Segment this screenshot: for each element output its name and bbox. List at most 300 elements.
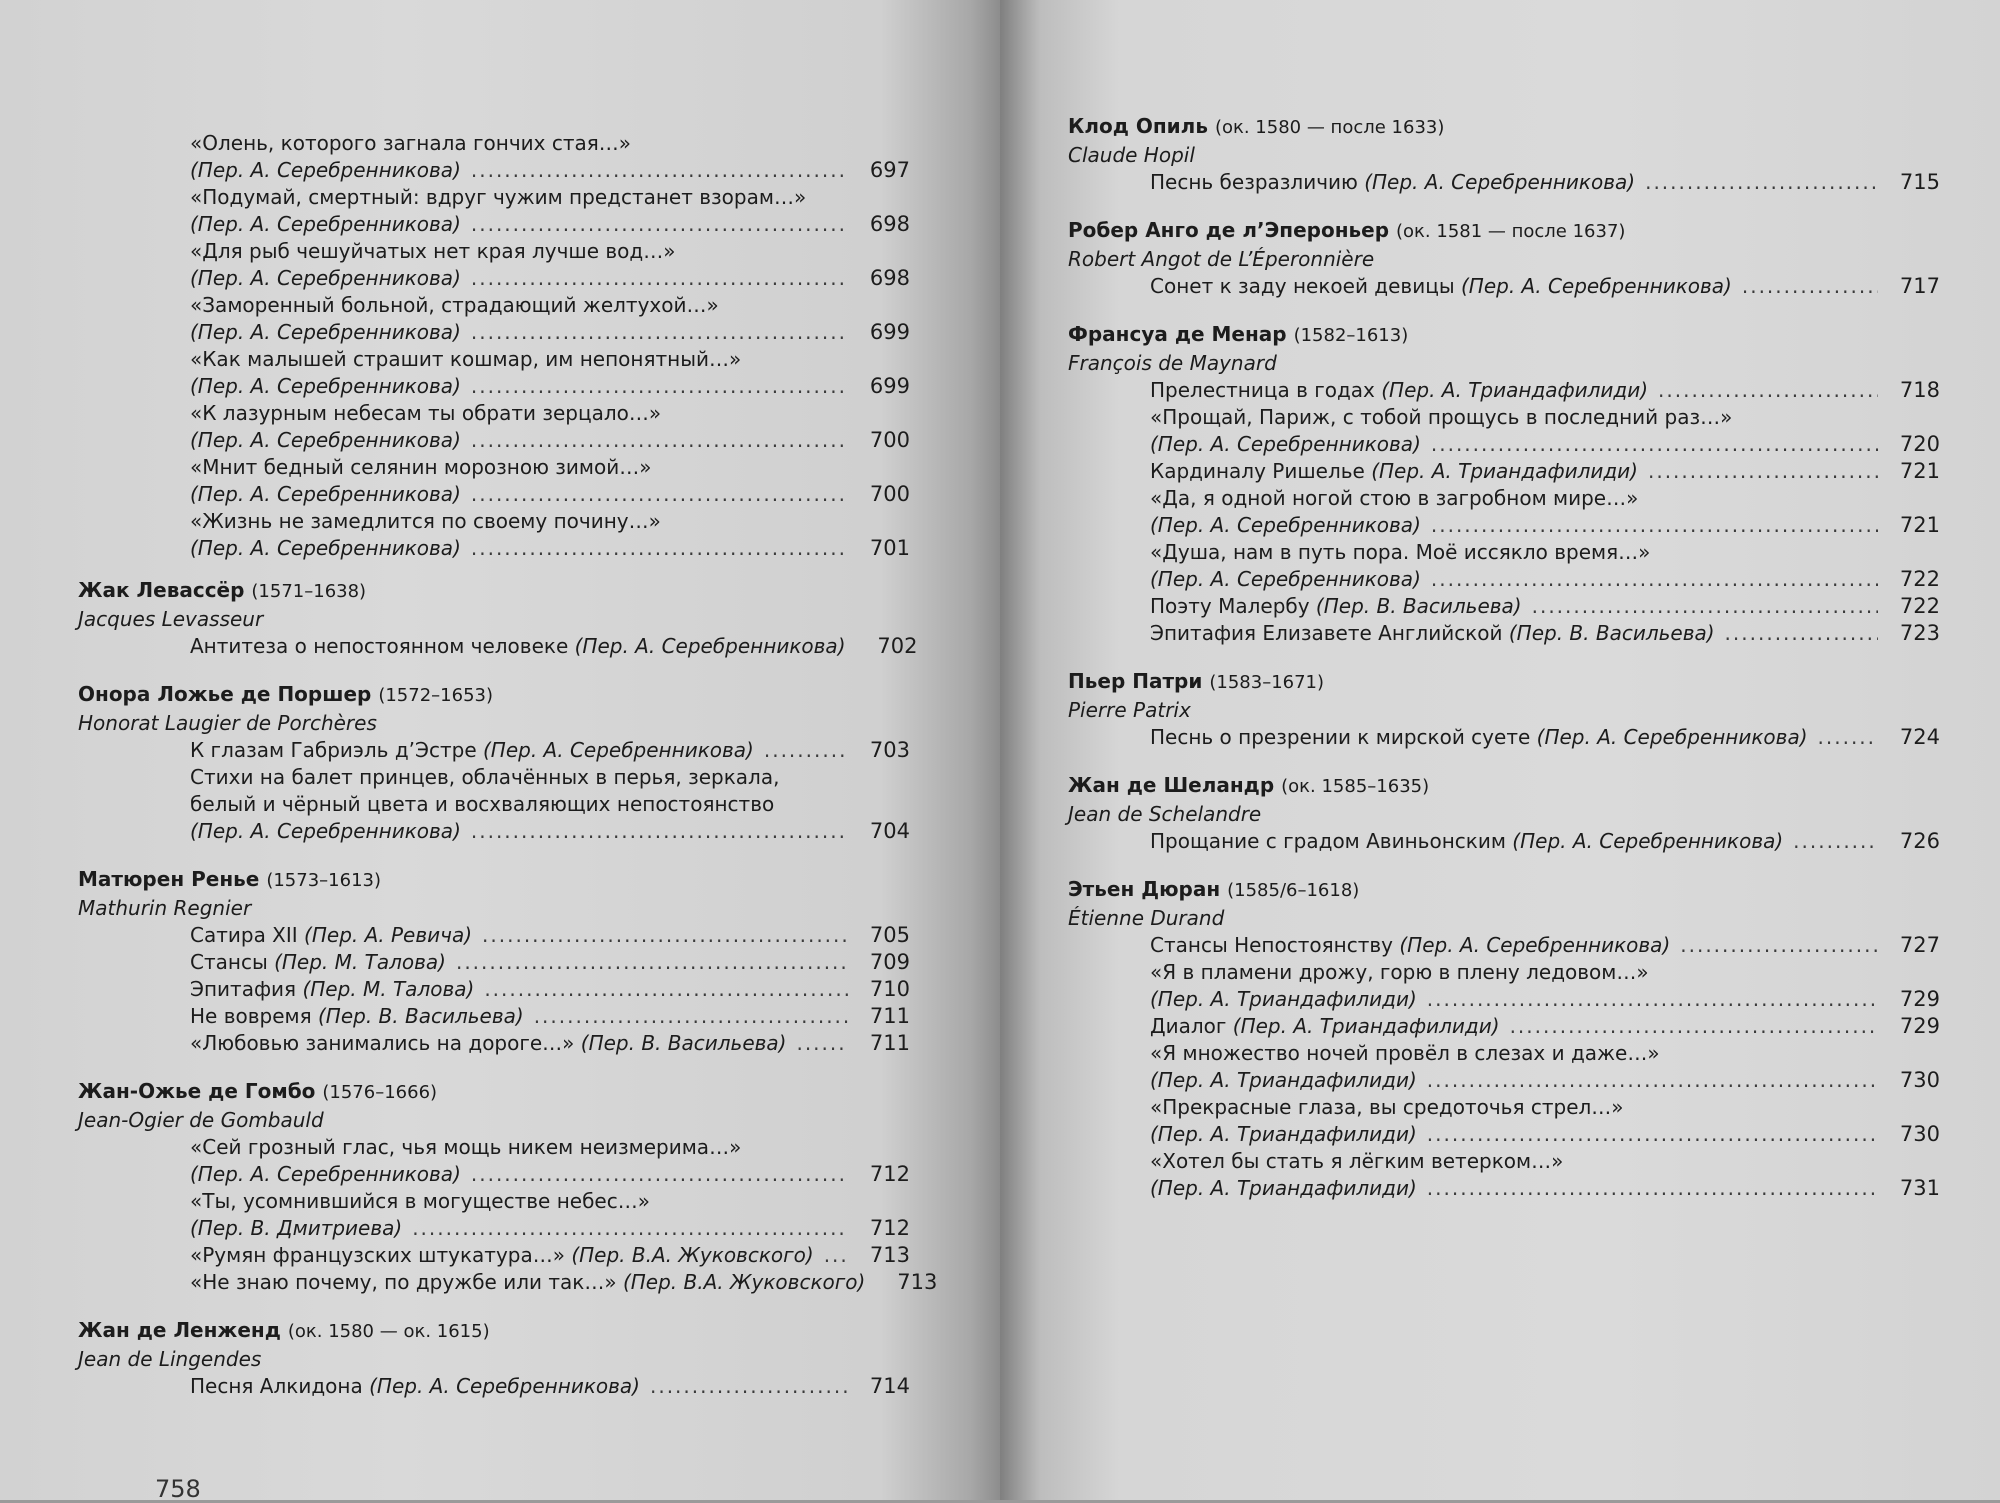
leader-dots [1648, 458, 1878, 485]
entry-line [1150, 828, 1940, 855]
entry-translator: (Пер. М. Талова) [302, 977, 475, 1001]
entry-line [190, 737, 910, 764]
author-dates: (1576–1666) [322, 1082, 438, 1103]
entry-page: 724 [1899, 725, 1940, 749]
entry-line [190, 211, 910, 238]
entry-line [190, 427, 910, 454]
entry-translator: (Пер. А. Серебренникова) [1536, 725, 1808, 749]
entry-line [1150, 1121, 1940, 1148]
toc-entry [1150, 932, 1940, 959]
entry-translator: (Пер. А. Серебренникова) [190, 819, 461, 843]
toc-entry [190, 737, 910, 764]
entry-line [1150, 169, 1940, 196]
author-section [1068, 771, 1940, 855]
leader-dots [456, 949, 848, 976]
lead-entries [78, 130, 910, 562]
author-name [78, 865, 910, 895]
entry-text [190, 535, 461, 562]
entry-line [190, 1030, 910, 1057]
toc-entry [1150, 1094, 1940, 1148]
toc-entry [190, 292, 910, 346]
entry-text [190, 427, 461, 454]
entry-text [190, 1269, 865, 1296]
entry-translator: (Пер. В. Васильева) [1315, 594, 1522, 618]
leader-dots [1680, 932, 1878, 959]
toc-entry [190, 976, 910, 1003]
entry-title: «Любовью занимались на дороге…» [190, 1031, 581, 1055]
entry-page: 712 [869, 1162, 910, 1186]
entry-translator: (Пер. В. Васильева) [1508, 621, 1715, 645]
entry-title: «Румян французских штукатура…» [190, 1243, 572, 1267]
leader-dots [796, 1030, 848, 1057]
toc-entry [190, 1030, 910, 1057]
leader-dots [482, 922, 848, 949]
entry-text [190, 319, 461, 346]
entry-title: Эпитафия [190, 977, 303, 1001]
entry-text [190, 1030, 786, 1057]
toc-entry [190, 633, 918, 660]
author-name-text: Матюрен Ренье [78, 867, 260, 891]
entry-page: 705 [869, 923, 910, 947]
entry-page: 717 [1899, 274, 1940, 298]
entry-title: Эпитафия Елизавете Английской [1150, 621, 1509, 645]
entry-page: 722 [1899, 567, 1940, 591]
entry-text [1150, 377, 1648, 404]
leader-dots [1431, 512, 1878, 539]
entry-translator: (Пер. А. Триандафилиди) [1150, 1122, 1417, 1146]
leader-dots [824, 1242, 848, 1269]
entry-line [190, 481, 910, 508]
leader-dots [1725, 620, 1878, 647]
toc-entry [1150, 1148, 1940, 1202]
entry-line [190, 976, 910, 1003]
leader-dots [412, 1215, 848, 1242]
entry-title: Сонет к заду некоей девицы [1150, 274, 1461, 298]
toc-entry [1150, 273, 1940, 300]
entry-text [190, 1242, 814, 1269]
entry-text [190, 737, 754, 764]
author-name-text: Жан-Ожье де Гомбо [78, 1079, 316, 1103]
entry-line [190, 319, 910, 346]
leader-dots [1427, 986, 1878, 1013]
author-dates: (ок. 1580 — после 1633) [1214, 117, 1445, 138]
entry-text [190, 818, 461, 845]
toc-entry [190, 1242, 910, 1269]
leader-dots [1742, 273, 1878, 300]
entry-title: Не вовремя [190, 1004, 318, 1028]
author-dates: (1583–1671) [1209, 672, 1325, 693]
toc-entry [190, 922, 910, 949]
toc-entry [190, 1269, 938, 1296]
author-name [1068, 112, 1940, 142]
entry-translator: (Пер. А. Триандафилиди) [1150, 987, 1417, 1011]
entry-title: Стансы Непостоянству [1150, 933, 1400, 957]
toc-entry [1150, 485, 1940, 539]
entry-text [1150, 828, 1783, 855]
leader-dots [471, 265, 848, 292]
entry-line [190, 1242, 910, 1269]
author-dates: (ок. 1580 — ок. 1615) [287, 1321, 490, 1342]
author-name-text: Жан де Шеландр [1068, 773, 1275, 797]
right-sections [1068, 112, 1940, 1202]
leader-dots [1510, 1013, 1878, 1040]
toc-entry [190, 238, 910, 292]
author-latin-name: Mathurin Regnier [78, 896, 252, 920]
toc-entry [1150, 724, 1940, 751]
leader-dots [471, 535, 848, 562]
leader-dots [1427, 1121, 1878, 1148]
author-section [1068, 320, 1940, 647]
entry-text [190, 949, 446, 976]
entry-line [190, 1373, 910, 1400]
toc-entry [190, 1373, 910, 1400]
entry-translator: (Пер. В. Дмитриева) [190, 1216, 403, 1240]
entry-line [1150, 431, 1940, 458]
entry-page: 712 [869, 1216, 910, 1240]
entry-page: 698 [869, 266, 910, 290]
author-dates: (1582–1613) [1293, 325, 1409, 346]
leader-dots [1793, 828, 1878, 855]
entry-page: 723 [1899, 621, 1940, 645]
toc-entry [1150, 169, 1940, 196]
entry-line [1150, 273, 1940, 300]
author-name [1068, 216, 1940, 246]
entry-page: 703 [869, 738, 910, 762]
leader-dots [1818, 724, 1878, 751]
entry-line [1150, 458, 1940, 485]
entry-title: Поэту Малербу [1150, 594, 1316, 618]
entry-translator: (Пер. В. Васильева) [318, 1004, 524, 1028]
entry-page: 711 [869, 1031, 910, 1055]
author-latin-name: Jean de Schelandre [1068, 802, 1262, 826]
author-name [1068, 875, 1940, 905]
entry-text [190, 1003, 524, 1030]
author-section [78, 865, 910, 1057]
entry-text [1150, 1121, 1417, 1148]
toc-entry [190, 454, 910, 508]
leader-dots [1427, 1067, 1878, 1094]
entry-title: Антитеза о непостоянном человеке [190, 634, 575, 658]
entry-translator: (Пер. А. Серебренникова) [190, 212, 461, 236]
entry-title: Кардиналу Ришелье [1150, 459, 1372, 483]
entry-translator: (Пер. В. Васильева) [580, 1031, 787, 1055]
entry-line [1150, 566, 1940, 593]
entry-translator: (Пер. А. Серебренникова) [1399, 933, 1671, 957]
entry-page: 701 [869, 536, 910, 560]
entry-text [1150, 620, 1715, 647]
author-dates: (1572–1653) [378, 685, 493, 706]
entry-line [1150, 724, 1940, 751]
entry-page: 704 [869, 819, 910, 843]
entry-translator: (Пер. А. Серебренникова) [190, 428, 461, 452]
entry-page: 713 [897, 1270, 938, 1294]
entry-line [1150, 1175, 1940, 1202]
entry-title: Стансы [190, 950, 275, 974]
entry-text [1150, 512, 1421, 539]
entry-text [1150, 593, 1522, 620]
author-section [78, 680, 910, 845]
entry-title: «Я в пламени дрожу, горю в плену ледовом…» [1150, 960, 1649, 984]
entry-text [190, 922, 472, 949]
entry-page: 729 [1899, 987, 1940, 1011]
author-section [78, 1316, 910, 1400]
entry-page: 699 [869, 320, 910, 344]
author-latin-name: Jacques Levasseur [78, 607, 264, 631]
author-section [78, 1077, 938, 1296]
entry-text [1150, 932, 1670, 959]
toc-entry [190, 508, 910, 562]
author-latin-name: François de Maynard [1068, 351, 1277, 375]
entry-text [1150, 1013, 1500, 1040]
entry-title: «Мнит бедный селянин морозною зимой…» [190, 455, 652, 479]
entry-text [190, 1373, 640, 1400]
entry-text [190, 1161, 461, 1188]
entry-title: Сатира XII [190, 923, 305, 947]
entry-line [190, 157, 910, 184]
author-latin-name: Pierre Patrix [1068, 698, 1191, 722]
entry-text [190, 481, 461, 508]
toc-entry [1150, 404, 1940, 458]
entry-title: Песнь о презрении к мирской суете [1150, 725, 1537, 749]
author-name-text: Этьен Дюран [1068, 877, 1221, 901]
entry-title: Песня Алкидона [190, 1374, 370, 1398]
entry-text [190, 157, 461, 184]
leader-dots [471, 1161, 848, 1188]
entry-text [1150, 1067, 1417, 1094]
entry-page: 731 [1899, 1176, 1940, 1200]
leader-dots [1431, 566, 1878, 593]
entry-text [1150, 431, 1421, 458]
entry-title: «Хотел бы стать я лёгким ветерком…» [1150, 1149, 1564, 1173]
author-latin-name: Jean-Ogier de Gombauld [78, 1108, 324, 1132]
leader-dots [484, 976, 848, 1003]
author-dates: (ок. 1585–1635) [1281, 776, 1430, 797]
toc-entry [1150, 593, 1940, 620]
entry-line [190, 535, 910, 562]
entry-page: 721 [1899, 459, 1940, 483]
leader-dots [471, 211, 848, 238]
entry-line [190, 1215, 910, 1242]
author-name [78, 576, 910, 606]
author-section [1068, 112, 1940, 196]
entry-page: 726 [1899, 829, 1940, 853]
entry-translator: (Пер. А. Триандафилиди) [1150, 1176, 1417, 1200]
entry-line [1150, 986, 1940, 1013]
entry-page: 727 [1899, 933, 1940, 957]
leader-dots [471, 319, 848, 346]
entry-title: «Подумай, смертный: вдруг чужим предстанет взорам…» [190, 185, 807, 209]
entry-line [190, 1003, 910, 1030]
entry-text [1150, 724, 1808, 751]
entry-translator: (Пер. А. Серебренникова) [190, 374, 461, 398]
author-dates: (1571–1638) [251, 581, 367, 602]
author-section [1068, 216, 1940, 300]
entry-translator: (Пер. А. Серебренникова) [1150, 432, 1421, 456]
entry-title-line: Стихи на балет принцев, облачённых в перья, зеркала, [190, 765, 780, 789]
author-dates: (1585/6–1618) [1227, 880, 1360, 901]
entry-translator: (Пер. А. Серебренникова) [482, 738, 754, 762]
entry-title: Прощание с градом Авиньонским [1150, 829, 1513, 853]
entry-title: «Я множество ночей провёл в слезах и даже…» [1150, 1041, 1660, 1065]
entry-translator: (Пер. А. Триандафилиди) [1371, 459, 1638, 483]
toc-entry [190, 184, 910, 238]
entry-page: 700 [869, 428, 910, 452]
entry-translator: (Пер. А. Серебренникова) [190, 536, 461, 560]
entry-text [1150, 169, 1635, 196]
author-name-text: Жак Левассёр [78, 578, 245, 602]
entry-title: Диалог [1150, 1014, 1233, 1038]
toc-entry [190, 1003, 910, 1030]
entry-translator: (Пер. А. Серебренникова) [1460, 274, 1732, 298]
entry-title: «Как малышей страшит кошмар, им непонятный…» [190, 347, 742, 371]
entry-page: 730 [1899, 1122, 1940, 1146]
toc-entry [1150, 828, 1940, 855]
entry-line [190, 818, 910, 845]
entry-text [190, 633, 846, 660]
entry-title: «Олень, которого загнала гончих стая…» [190, 131, 632, 155]
author-section [1068, 667, 1940, 751]
toc-entry [190, 1134, 910, 1188]
toc-entry [1150, 377, 1940, 404]
toc-entry [1150, 620, 1940, 647]
author-section [78, 576, 918, 660]
entry-translator: (Пер. А. Серебренникова) [190, 266, 461, 290]
entry-translator: (Пер. А. Серебренникова) [190, 1162, 461, 1186]
leader-dots [1645, 169, 1878, 196]
leader-dots [471, 481, 848, 508]
entry-line [190, 265, 910, 292]
author-latin-name: Honorat Laugier de Porchères [78, 711, 377, 735]
entry-title: «Прощай, Париж, с тобой прощусь в последний раз…» [1150, 405, 1733, 429]
entry-translator: (Пер. А. Триандафилиди) [1232, 1014, 1500, 1038]
author-name [1068, 667, 1940, 697]
entry-translator: (Пер. А. Серебренникова) [1150, 567, 1421, 591]
entry-translator: (Пер. В.А. Жуковского) [622, 1270, 866, 1294]
left-sections [78, 576, 938, 1400]
entry-title: «Прекрасные глаза, вы средоточья стрел…» [1150, 1095, 1624, 1119]
entry-translator: (Пер. А. Серебренникова) [190, 482, 461, 506]
leader-dots [1658, 377, 1878, 404]
entry-text [190, 211, 461, 238]
entry-title: «Сей грозный глас, чья мощь никем неизмерима…» [190, 1135, 742, 1159]
leader-dots [471, 157, 848, 184]
entry-line [1150, 512, 1940, 539]
entry-text [1150, 1175, 1417, 1202]
entry-page: 720 [1899, 432, 1940, 456]
entry-page: 702 [877, 634, 918, 658]
entry-translator: (Пер. А. Серебренникова) [574, 634, 846, 658]
entry-translator: (Пер. А. Серебренникова) [1512, 829, 1784, 853]
entry-line [1150, 620, 1940, 647]
toc-entry [190, 130, 910, 184]
entry-page: 722 [1899, 594, 1940, 618]
entry-page: 714 [869, 1374, 910, 1398]
author-dates: (ок. 1581 — после 1637) [1396, 221, 1626, 242]
entry-page: 700 [869, 482, 910, 506]
entry-title: Песнь безразличию [1150, 170, 1365, 194]
author-name-text: Робер Анго де л’Эпероньер [1068, 218, 1390, 242]
leader-dots [1532, 593, 1878, 620]
entry-text [1150, 566, 1421, 593]
entry-page: 718 [1899, 378, 1940, 402]
entry-line [1150, 1067, 1940, 1094]
entry-text [190, 373, 461, 400]
entry-line [190, 1269, 938, 1296]
leader-dots [764, 737, 848, 764]
entry-title: «Душа, нам в путь пора. Моё иссякло время…» [1150, 540, 1651, 564]
entry-title: «Заморенный больной, страдающий желтухой…» [190, 293, 719, 317]
author-name-text: Пьер Патри [1068, 669, 1203, 693]
entry-page: 698 [869, 212, 910, 236]
leader-dots [650, 1373, 848, 1400]
entry-text [1150, 458, 1638, 485]
entry-text [190, 976, 474, 1003]
toc-entry [1150, 539, 1940, 593]
entry-page: 729 [1899, 1014, 1940, 1038]
entry-line [190, 633, 918, 660]
right-page [1000, 0, 2000, 1500]
entry-page: 721 [1899, 513, 1940, 537]
leader-dots [1431, 431, 1878, 458]
toc-entry [1150, 1013, 1940, 1040]
leader-dots [471, 373, 848, 400]
author-name [1068, 320, 1940, 350]
author-name-text: Онора Ложье де Поршер [78, 682, 372, 706]
toc-entry [190, 949, 910, 976]
entry-text [1150, 986, 1417, 1013]
toc-entry [1150, 959, 1940, 1013]
author-name [1068, 771, 1940, 801]
entry-title: Прелестница в годах [1150, 378, 1382, 402]
author-section [1068, 875, 1940, 1202]
author-latin-name: Claude Hopil [1068, 143, 1195, 167]
entry-page: 699 [869, 374, 910, 398]
entry-text [1150, 273, 1732, 300]
entry-title: «Не знаю почему, по дружбе или так…» [190, 1270, 623, 1294]
entry-line [1150, 932, 1940, 959]
entry-translator: (Пер. А. Триандафилиди) [1150, 1068, 1417, 1092]
entry-line [1150, 377, 1940, 404]
toc-entry [190, 1188, 910, 1242]
entry-translator: (Пер. М. Талова) [274, 950, 446, 974]
author-latin-name: Robert Angot de L’Éperonnière [1068, 247, 1375, 271]
entry-translator: (Пер. В.А. Жуковского) [571, 1243, 814, 1267]
toc-entry [1150, 458, 1940, 485]
toc-entry [190, 764, 910, 845]
author-name [78, 1077, 910, 1107]
entry-text [190, 265, 461, 292]
entry-page: 713 [869, 1243, 910, 1267]
author-name-text: Жан де Ленженд [78, 1318, 281, 1342]
entry-page: 715 [1899, 170, 1940, 194]
author-name-text: Клод Опиль [1068, 114, 1208, 138]
entry-translator: (Пер. А. Серебренникова) [369, 1374, 640, 1398]
entry-translator: (Пер. А. Серебренникова) [190, 158, 461, 182]
entry-line [190, 373, 910, 400]
entry-title: «Жизнь не замедлится по своему почину…» [190, 509, 661, 533]
entry-title: «К лазурным небесам ты обрати зерцало…» [190, 401, 662, 425]
entry-title: «Ты, усомнившийся в могуществе небес…» [190, 1189, 650, 1213]
entry-page: 697 [869, 158, 910, 182]
entry-line [1150, 1013, 1940, 1040]
author-name [78, 1316, 910, 1346]
leader-dots [1427, 1175, 1878, 1202]
leader-dots [471, 427, 848, 454]
entry-page: 710 [869, 977, 910, 1001]
entry-title-line: белый и чёрный цвета и восхваляющих непостоянство [190, 792, 775, 816]
toc-entry [190, 346, 910, 400]
entry-page: 711 [869, 1004, 910, 1028]
